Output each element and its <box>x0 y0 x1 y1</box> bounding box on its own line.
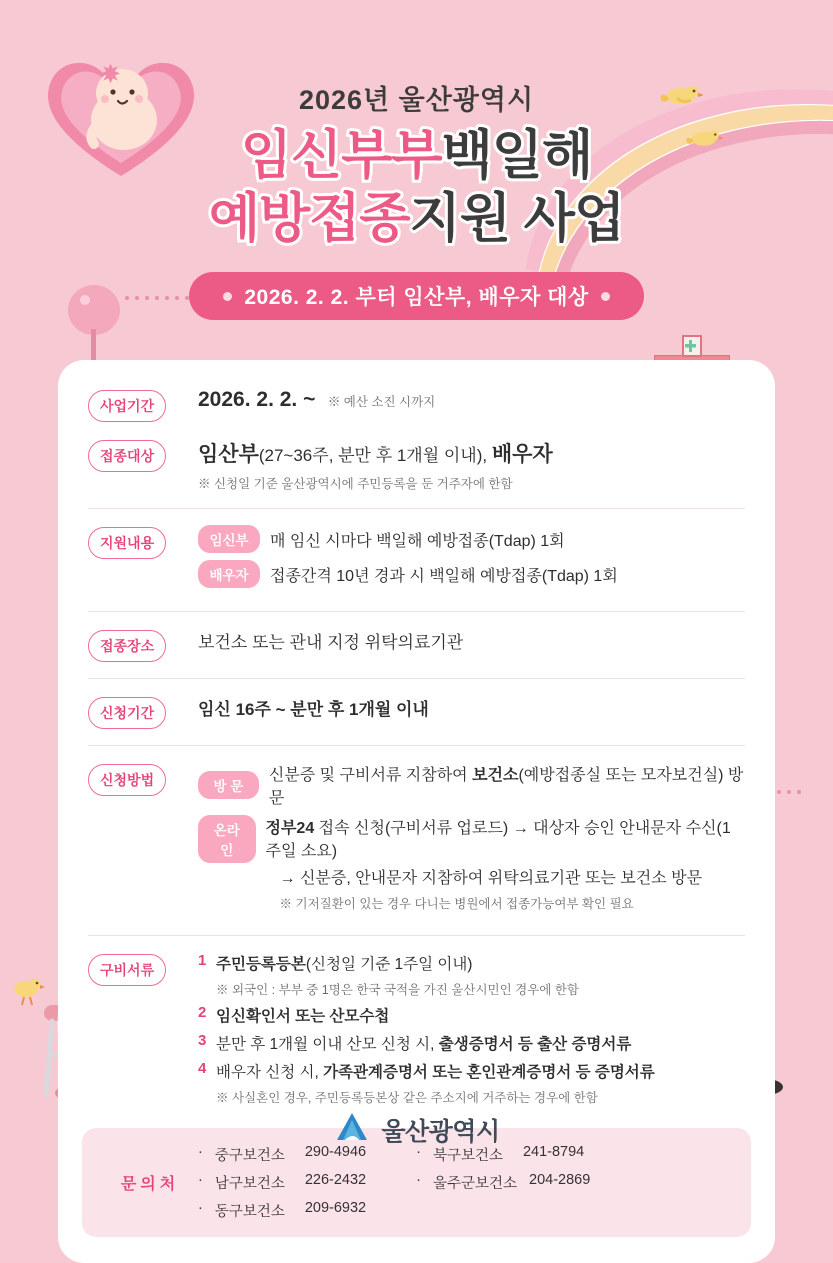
title-line1-rest: 백일해 <box>441 126 593 185</box>
label-apply-period <box>88 695 184 729</box>
document-pre-3: 분만 후 1개월 이내 산모 신청 시, <box>216 1036 439 1053</box>
visit-text-post: (예방접종실 또는 모자보건실) 방문 <box>268 767 744 807</box>
divider-1 <box>88 508 745 509</box>
row-apply-period <box>58 695 775 729</box>
title-line2-rest: 지원 사업 <box>409 188 625 248</box>
support-item-1 <box>198 525 745 553</box>
contact-tel: 290-4946 <box>304 1144 367 1160</box>
place-value: 보건소 또는 관내 지정 위탁의료기관 <box>198 633 464 652</box>
bullet-icon: · <box>198 1200 203 1216</box>
content-apply-period <box>184 695 745 720</box>
content-place <box>184 628 745 653</box>
contact-item <box>198 1172 366 1193</box>
divider-3 <box>88 678 745 679</box>
document-num-2: 2 <box>198 1004 207 1021</box>
label-support <box>88 525 184 559</box>
pill-target: 접종대상 <box>88 440 166 472</box>
contact-name: 중구보건소 <box>214 1148 285 1164</box>
contact-column-2 <box>416 1144 590 1221</box>
footer <box>0 1110 833 1149</box>
document-text-3 <box>216 1032 631 1054</box>
bullet-icon: · <box>416 1144 421 1160</box>
document-bold-1: 주민등록등본 <box>216 956 306 973</box>
apply-method-tag-visit: 방 문 <box>198 771 259 799</box>
period-note: ※ 예산 소진 시까지 <box>327 395 436 409</box>
document-item-1 <box>198 952 745 998</box>
title-line1-highlight: 임신부부 <box>240 126 442 185</box>
document-num-4: 4 <box>198 1060 207 1077</box>
row-apply-method <box>58 762 775 919</box>
document-item-2 <box>198 1004 745 1026</box>
pill-apply-method: 신청방법 <box>88 764 166 796</box>
content-support <box>184 525 745 595</box>
content-period <box>184 388 745 412</box>
document-num-3: 3 <box>198 1032 207 1049</box>
content-apply-method <box>184 762 745 919</box>
document-text-2 <box>216 1004 389 1026</box>
document-bold-4: 가족관계증명서 또는 혼인관계증명서 등 증명서류 <box>323 1064 655 1081</box>
divider-2 <box>88 611 745 612</box>
label-place <box>88 628 184 662</box>
contact-name: 남구보건소 <box>214 1176 285 1192</box>
row-target <box>58 438 775 492</box>
label-apply-method <box>88 762 184 796</box>
document-bold-2: 임신확인서 또는 산모수첩 <box>216 1008 390 1025</box>
title-line2-highlight: 예방접종 <box>208 188 410 248</box>
contact-title: 문의처 <box>120 1176 180 1193</box>
online-text-post: 접속 신청(구비서류 업로드) → 대상자 승인 안내문자 수신(1주일 소요) <box>265 820 731 860</box>
document-text-1 <box>216 952 579 998</box>
target-bold1: 임산부 <box>198 443 259 466</box>
document-item-3 <box>198 1032 745 1054</box>
label-target <box>88 438 184 472</box>
pill-place: 접종장소 <box>88 630 166 662</box>
target-note: ※ 신청일 기준 울산광역시에 주민등록을 둔 거주자에 한함 <box>198 477 513 491</box>
documents-list <box>198 952 745 1106</box>
document-text-4 <box>216 1060 655 1106</box>
bullet-icon: · <box>416 1172 421 1188</box>
visit-text-bold: 보건소 <box>472 767 519 784</box>
document-bold-3: 출생증명서 등 출산 증명서류 <box>438 1036 632 1053</box>
support-text-1: 매 임신 시마다 백일해 예방접종(Tdap) 1회 <box>270 532 565 550</box>
bullet-icon: · <box>198 1144 203 1160</box>
contact-tel: 209-6932 <box>304 1200 367 1216</box>
poster-header <box>0 0 833 320</box>
document-note-1: ※ 외국인 : 부부 중 1명은 한국 국적을 가진 울산시민인 경우에 한함 <box>216 983 580 997</box>
row-period <box>58 388 775 422</box>
target-normal: (27~36주, 분만 후 1개월 이내), <box>258 446 492 465</box>
support-text-2: 접종간격 10년 경과 시 백일해 예방접종(Tdap) 1회 <box>270 567 618 585</box>
document-num-1: 1 <box>198 952 207 969</box>
support-tag-2: 배우자 <box>198 560 260 588</box>
row-support <box>58 525 775 595</box>
support-item-2 <box>198 560 745 588</box>
period-badge <box>189 272 643 320</box>
document-pre-4: 배우자 신청 시, <box>216 1064 324 1081</box>
pill-support: 지원내용 <box>88 527 166 559</box>
contact-name: 울주군보건소 <box>432 1176 518 1192</box>
divider-5 <box>88 935 745 936</box>
card-bottom-spacer <box>58 1237 775 1263</box>
contact-name: 동구보건소 <box>214 1204 285 1220</box>
contact-item <box>198 1200 366 1221</box>
badge-dot-right <box>601 292 610 301</box>
contact-tel: 204-2869 <box>529 1172 591 1188</box>
label-period <box>88 388 184 422</box>
label-documents <box>88 952 184 986</box>
apply-period-value: 임신 16주 ~ 분만 후 1개월 이내 <box>198 700 429 719</box>
divider-4 <box>88 745 745 746</box>
contact-tel: 241-8794 <box>522 1144 585 1160</box>
row-documents <box>58 952 775 1112</box>
badge-dot-left <box>223 292 232 301</box>
apply-method-online <box>198 815 745 912</box>
contact-columns <box>198 1144 590 1221</box>
content-target <box>184 438 745 492</box>
pill-apply-period: 신청기간 <box>88 697 166 729</box>
pill-documents: 구비서류 <box>88 954 166 986</box>
ulsan-logo-icon <box>333 1110 371 1149</box>
online-text-bold: 정부24 <box>265 820 315 837</box>
contact-item <box>416 1172 590 1193</box>
badge-label: 2026. 2. 2. 부터 임산부, 배우자 대상 <box>244 286 589 310</box>
document-item-4 <box>198 1060 745 1106</box>
row-place <box>58 628 775 662</box>
online-text-line2: → 신분증, 안내문자 지참하여 위탁의료기관 또는 보건소 방문 <box>279 870 703 887</box>
apply-method-visit-text <box>269 762 745 808</box>
apply-method-visit <box>198 762 745 808</box>
apply-method-online-text <box>266 815 745 912</box>
period-value: 2026. 2. 2. ~ <box>198 388 316 411</box>
content-documents <box>184 952 745 1112</box>
visit-text-pre: 신분증 및 구비서류 지참하여 <box>268 767 473 784</box>
document-note-4: ※ 사실혼인 경우, 주민등록등본상 같은 주소지에 거주하는 경우에 한함 <box>216 1091 598 1105</box>
apply-method-tag-online: 온라인 <box>198 815 256 863</box>
target-bold2: 배우자 <box>491 443 553 466</box>
online-note: ※ 기저질환이 있는 경우 다니는 병원에서 접종가능여부 확인 필요 <box>279 897 634 911</box>
pill-period: 사업기간 <box>88 390 166 422</box>
header-title <box>0 125 833 250</box>
contact-column-1 <box>198 1144 366 1221</box>
footer-org-name: 울산광역시 <box>381 1117 500 1146</box>
contact-tel: 226-2432 <box>304 1172 367 1188</box>
contact-name: 북구보건소 <box>432 1148 504 1164</box>
support-tag-1: 임신부 <box>198 525 260 553</box>
header-subtitle: 2026년 울산광역시 <box>298 85 535 115</box>
bullet-icon: · <box>198 1172 203 1188</box>
document-rest-1: (신청일 기준 1주일 이내) <box>305 956 473 973</box>
